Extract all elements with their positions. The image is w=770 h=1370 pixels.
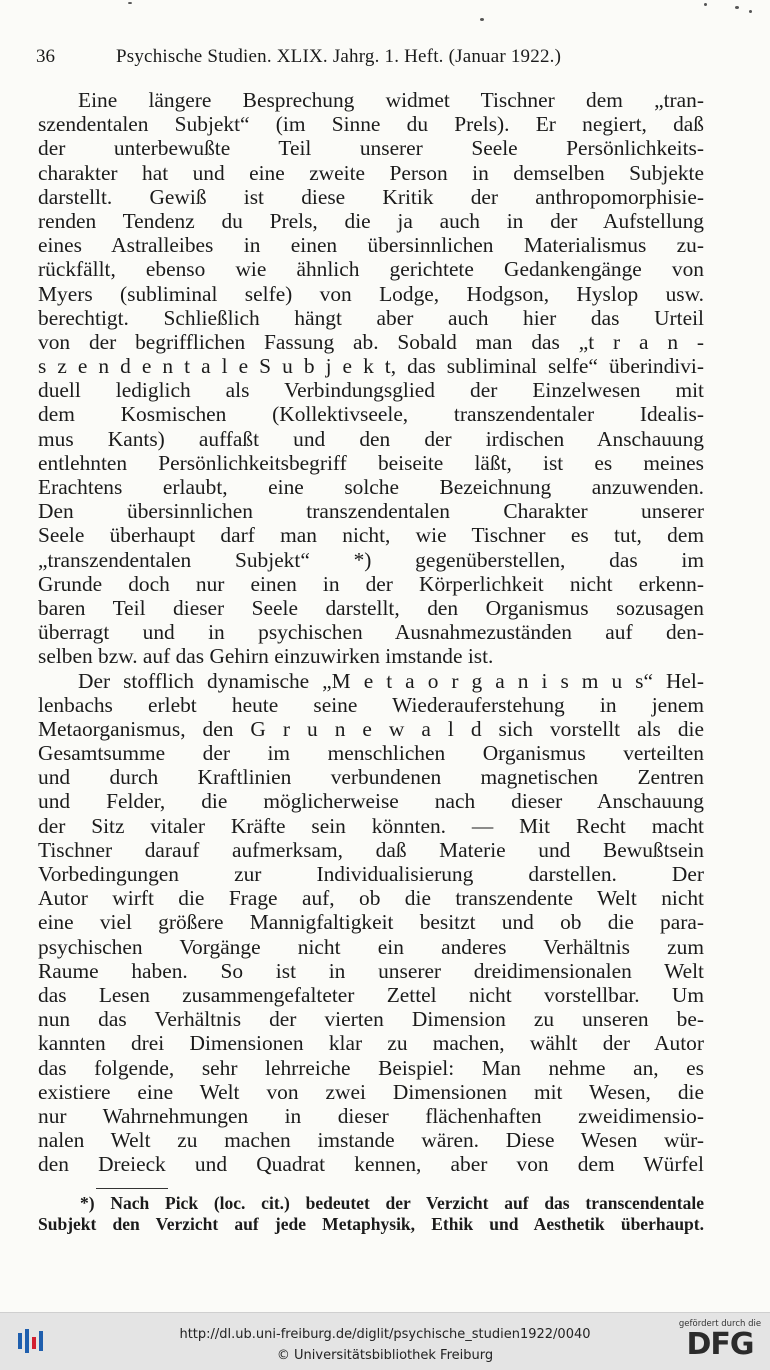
text-line: kannten drei Dimensionen klar zu machen, wählt der Autor [38, 1031, 704, 1056]
running-header [36, 46, 736, 74]
text-line: charakter hat und eine zweite Person in demselben Subjekte [38, 160, 704, 185]
permalink-url[interactable]: http://dl.ub.uni-freiburg.de/diglit/psychische_studien1922/0040 [179, 1327, 591, 1342]
text-line: Den übersinnlichen transzendentalen Charakter unserer [38, 499, 704, 524]
text-line: „transzendentalen Subjekt“ *) gegenüberstellen, das im [38, 547, 704, 572]
text-line: Tischner darauf aufmerksam, daß Materie und Bewußtsein [38, 837, 704, 862]
text-line: entlehnten Persönlichkeitsbegriff beiseite läßt, ist es meines [38, 450, 704, 475]
text-line: Autor wirft die Frage auf, ob die transzendente Welt nicht [38, 886, 704, 911]
article-body [38, 88, 704, 1176]
scan-speck [749, 10, 752, 13]
page-number: 36 [36, 46, 55, 67]
text-line: selben bzw. auf das Gehirn einzuwirken imstande ist. [38, 644, 494, 669]
text-line: darstellt. Gewiß ist diese Kritik der anthropomorphisie- [38, 184, 704, 209]
text-line: psychischen Vorgänge nicht ein anderes Verhältnis zum [38, 934, 704, 959]
text-line: Raume haben. So ist in unserer dreidimensionalen Welt [38, 958, 704, 983]
text-line: baren Teil dieser Seele darstellt, den Organismus sozusagen [38, 595, 704, 620]
dfg-logo-icon: DFG [686, 1327, 754, 1362]
text-line: das folgende, sehr lehrreiche Beispiel: Man nehme an, es [38, 1055, 704, 1080]
text-line: mus Kants) auffaßt und den der irdischen Anschauung [38, 426, 704, 451]
text-line: Metaorganismus, den G r u n e w a l d sich vorstellt als die [38, 716, 704, 741]
text-line: Myers (subliminal selfe) von Lodge, Hodgson, Hyslop usw. [38, 281, 704, 306]
text-line: dem Kosmischen (Kollektivseele, transzendentaler Idealis- [38, 402, 704, 427]
text-line: den Dreieck und Quadrat kennen, aber von dem Würfel [38, 1152, 704, 1177]
text-line: von der begrifflichen Fassung ab. Sobald man das „t r a n - [38, 329, 704, 354]
scan-speck [128, 2, 132, 4]
text-line: eine viel größere Mannigfaltigkeit besitzt und ob die para- [38, 910, 704, 935]
text-line: duell lediglich als Verbindungsglied der Einzelwesen mit [38, 378, 704, 403]
text-line: Eine längere Besprechung widmet Tischner dem „tran- [78, 88, 704, 112]
footnote-divider [96, 1188, 168, 1189]
text-line: renden Tendenz du Prels, die ja auch in der Aufstellung [38, 208, 704, 233]
text-line: nur Wahrnehmungen in dieser flächenhaften zweidimensio- [38, 1103, 704, 1128]
text-line: der Sitz vitaler Kräfte sein könnten. — Mit Recht macht [38, 813, 704, 838]
text-line: der unterbewußte Teil unserer Seele Persönlichkeits- [38, 136, 704, 161]
text-line: überragt und in psychischen Ausnahmezuständen auf den- [38, 620, 704, 645]
footnote [38, 1193, 704, 1235]
text-line: existiere eine Welt von zwei Dimensionen mit Wesen, die [38, 1079, 704, 1104]
text-line: Seele überhaupt darf man nicht, wie Tischner es tut, dem [38, 523, 704, 548]
text-line: Gesamtsumme der im menschlichen Organismus verteilten [38, 741, 704, 766]
text-line: nalen Welt zu machen imstande wären. Diese Wesen wür- [38, 1128, 704, 1153]
text-line: und Felder, die möglicherweise nach dieser Anschauung [38, 789, 704, 814]
text-line: Grunde doch nur einen in der Körperlichkeit nicht erkenn- [38, 571, 704, 596]
text-line: s z e n d e n t a l e S u b j e k t, das subliminal selfe“ überindivi- [38, 354, 704, 379]
text-line: Vorbedingungen zur Individualisierung darstellen. Der [38, 862, 704, 886]
scan-speck [704, 3, 707, 6]
text-line: und durch Kraftlinien verbundenen magnetischen Zentren [38, 765, 704, 790]
text-line: das Lesen zusammengefalteter Zettel nicht vorstellbar. Um [38, 982, 704, 1007]
dfg-funding-logo [678, 1319, 762, 1361]
text-line: berechtigt. Schließlich hängt aber auch hier das Urteil [38, 305, 704, 330]
text-line: Der stofflich dynamische „M e t a o r g a n i s m u s“ Hel- [78, 668, 704, 693]
footnote-line: *) Nach Pick (loc. cit.) bedeutet der Verzicht auf das transcendentale [80, 1193, 704, 1213]
copyright-notice: © Universitätsbibliothek Freiburg [276, 1348, 494, 1363]
text-line: szendentalen Subjekt“ (im Sinne du Prels). Er negiert, daß [38, 112, 704, 137]
text-line: lenbachs erlebt heute seine Wiederauferstehung in jenem [38, 692, 704, 717]
dfg-caption: gefördert durch die [678, 1319, 762, 1329]
viewer-footer [0, 1312, 770, 1370]
text-line: Erachtens erlaubt, eine solche Bezeichnung anzuwenden. [38, 475, 704, 499]
scan-speck [735, 6, 739, 9]
text-line: nun das Verhältnis der vierten Dimension zu unseren be- [38, 1007, 704, 1032]
text-line: eines Astralleibes in einen übersinnlichen Materialismus zu- [38, 233, 704, 258]
running-title: Psychische Studien. XLIX. Jahrg. 1. Heft. (Januar 1922.) [116, 46, 562, 67]
scan-speck [480, 18, 484, 21]
footnote-line: Subjekt den Verzicht auf jede Metaphysik, Ethik und Aesthetik überhaupt. [38, 1214, 704, 1234]
text-line: rückfällt, ebenso wie ähnlich gerichtete Gedankengänge von [38, 257, 704, 282]
